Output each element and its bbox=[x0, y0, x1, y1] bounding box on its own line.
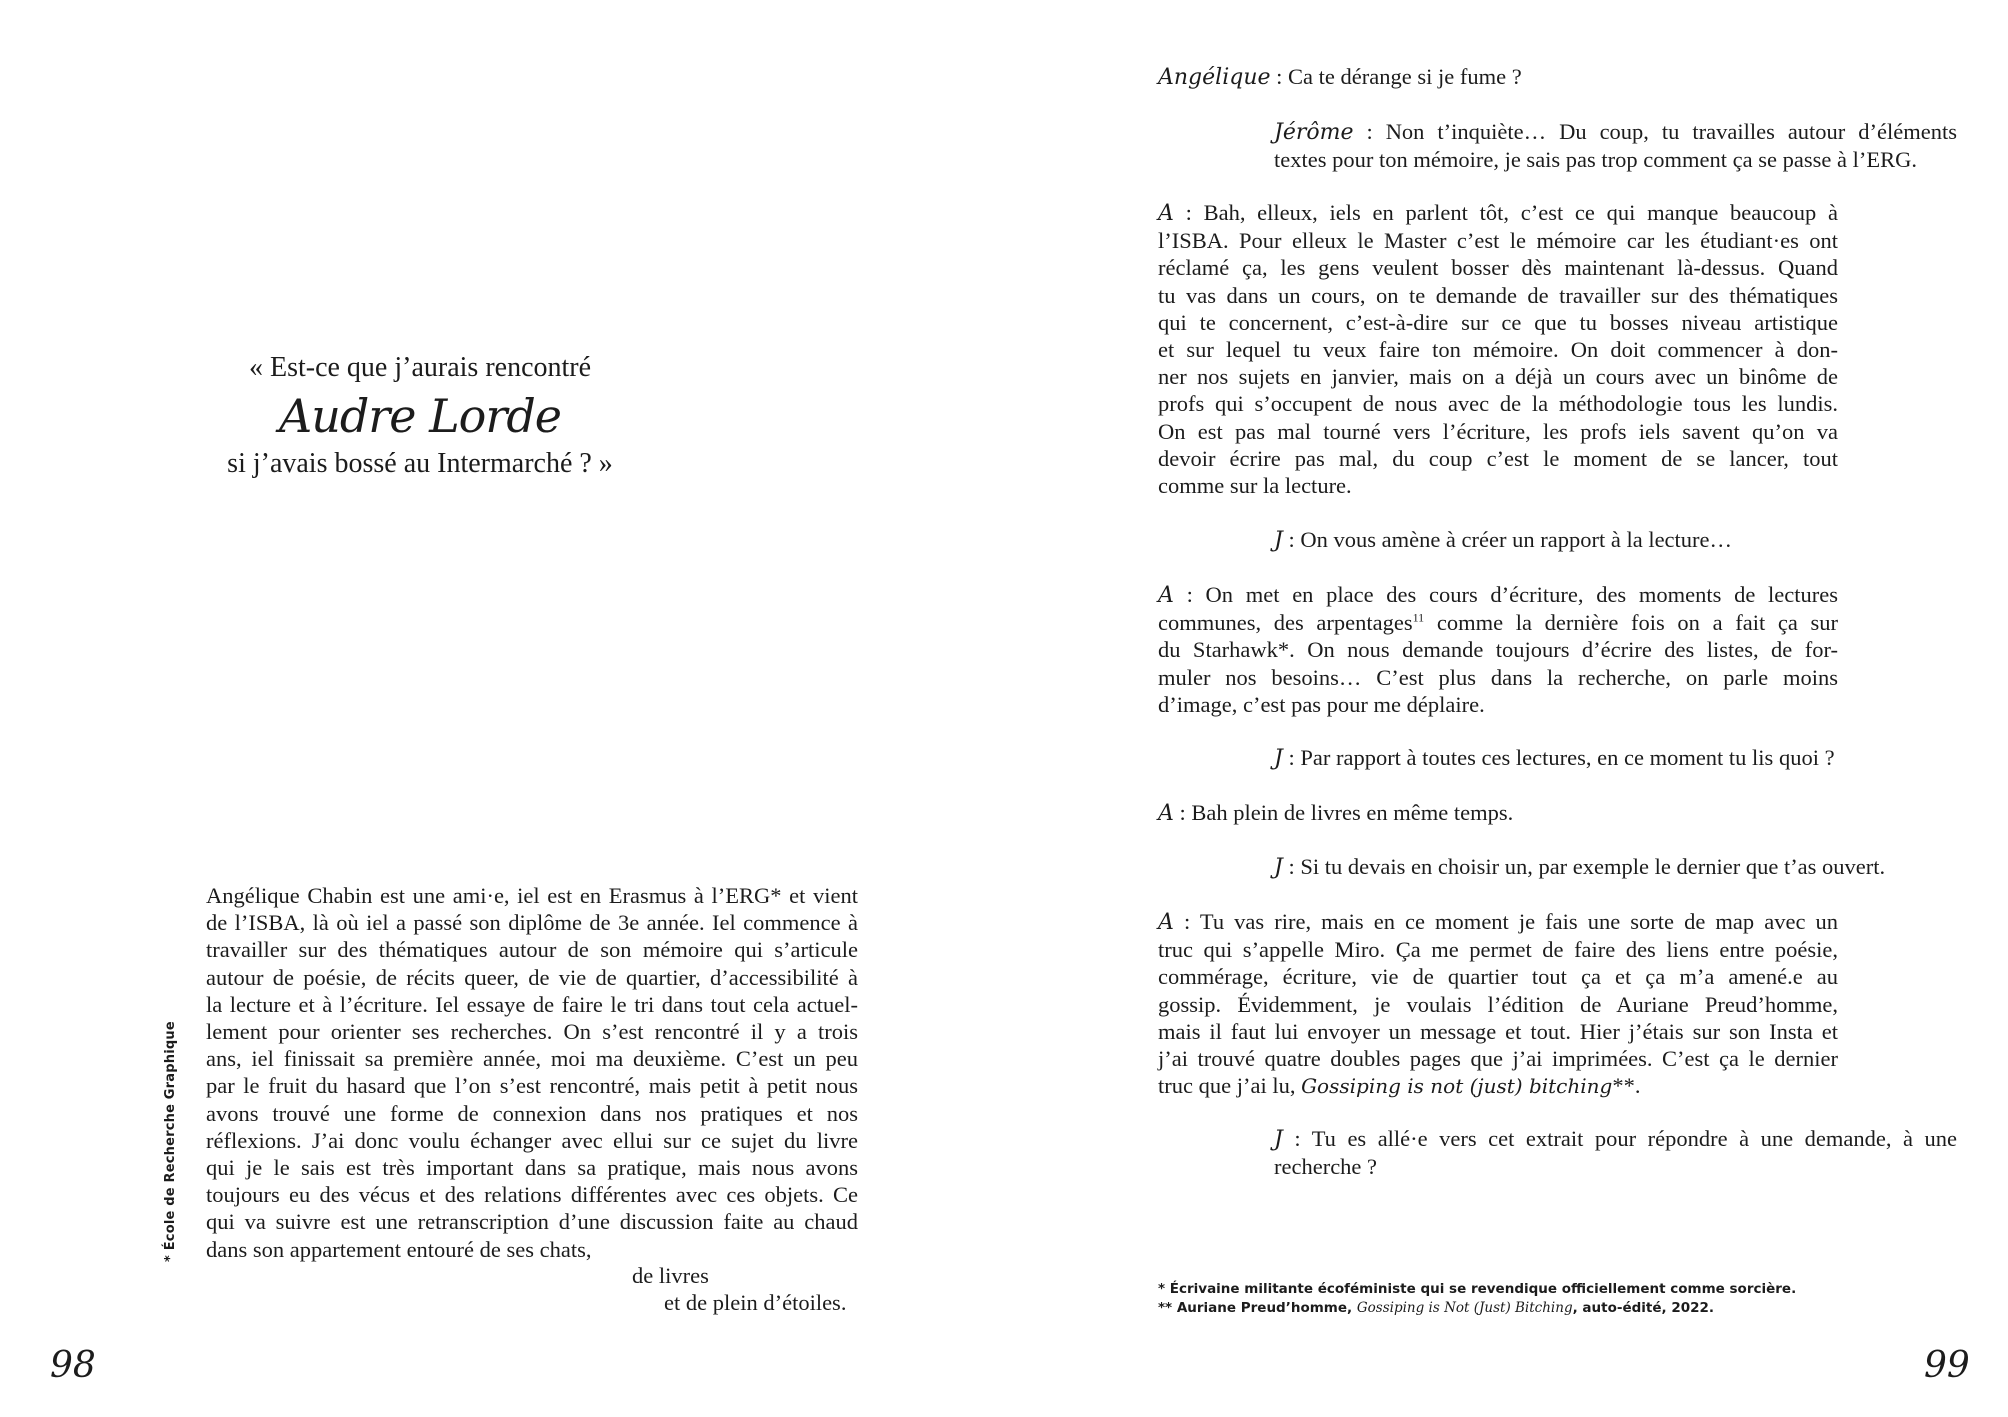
turn-text: gossip. Évidemment, je voulais l’édition de Auriane Preud’homme, bbox=[1158, 991, 1838, 1017]
dialogue-turn-j bbox=[1274, 1125, 1957, 1180]
turn-text: On vous amène à créer un rapport à la lecture… bbox=[1300, 527, 1733, 552]
turn-text: j’ai trouvé quatre doubles pages que j’ai imprimées. C’est ça le dernier bbox=[1158, 1046, 1838, 1072]
speaker-initial: A bbox=[1158, 801, 1174, 826]
turn-text: Non t’inquiète… Du coup, tu travailles autour d’éléments bbox=[1385, 119, 1957, 144]
speaker-initial: A bbox=[1158, 910, 1174, 935]
dialogue-turn-angelique bbox=[1158, 63, 1838, 91]
intro-line: Angélique Chabin est une ami·e, iel est en Erasmus à l’ERG* et vient bbox=[206, 883, 858, 908]
turn-text: profs qui s’occupent de nous avec de la méthodologie tous les lundis. bbox=[1158, 391, 1838, 417]
speaker-separator: : bbox=[1282, 1126, 1312, 1151]
turn-text: Tu vas rire, mais en ce moment je fais une sorte de map avec un bbox=[1199, 909, 1838, 934]
speaker-initial: J bbox=[1274, 528, 1283, 553]
dialogue-turn-j bbox=[1274, 853, 1957, 881]
turn-text: Bah, elleux, iels en parlent tôt, c’est ce qui manque beaucoup à bbox=[1203, 200, 1838, 225]
speaker-separator: : bbox=[1282, 745, 1301, 770]
quote-line-3: si j’avais bossé au Intermarché ? » bbox=[227, 448, 613, 479]
turn-text: mais il faut lui envoyer un message et tout. Hier j’étais sur son Insta et bbox=[1158, 1018, 1838, 1044]
intro-line: lement pour orienter ses recherches. On s’est rencontré il y a trois bbox=[206, 1019, 858, 1045]
speaker-initial: J bbox=[1274, 746, 1283, 771]
turn-text: ner nos sujets en janvier, mais on a déjà un cours avec un binôme de bbox=[1158, 364, 1838, 390]
intro-line: la lecture et à l’écriture. Iel essaye de faire le tri dans tout cela actuel- bbox=[206, 991, 858, 1017]
intro-line: avons trouvé une forme de connexion dans nos pratiques et nos bbox=[206, 1100, 858, 1126]
turn-text: Si tu devais en choisir un, par exemple le dernier que t’as ouvert. bbox=[1300, 854, 1886, 879]
turn-text: recherche ? bbox=[1274, 1154, 1378, 1180]
intro-line: dans son appartement entouré de ses chats, bbox=[206, 1236, 592, 1262]
turn-text: et sur lequel tu veux faire ton mémoire. On doit commencer à don- bbox=[1158, 337, 1838, 363]
footnote-starhawk: * Écrivaine militante écoféministe qui se revendique officiellement comme sorcière. bbox=[1158, 1281, 1797, 1297]
footnote-ref: 11 bbox=[1412, 610, 1425, 625]
pull-quote bbox=[200, 350, 640, 482]
footnotes bbox=[1158, 1280, 1796, 1318]
footnote-book-title: Gossiping is Not (Just) Bitching bbox=[1356, 1300, 1573, 1316]
dialogue-turn-a bbox=[1158, 199, 1838, 499]
turn-text: commérage, écriture, vie de quartier tout ça et ça m’a amené.e au bbox=[1158, 964, 1838, 990]
speaker-separator: : bbox=[1270, 64, 1289, 89]
dialogue-turn-a bbox=[1158, 581, 1838, 718]
turn-text: Tu es allé·e vers cet extrait pour répondre à une demande, à une bbox=[1311, 1126, 1957, 1151]
turn-text: On est pas mal tourné vers l’écriture, les profs iels savent qu’on va bbox=[1158, 418, 1838, 444]
footnote-text: ** Auriane Preud’homme, bbox=[1158, 1300, 1353, 1316]
sidenote-erg: * École de Recherche Graphique bbox=[163, 1021, 178, 1262]
intro-line: qui je le sais est très important dans sa pratique, mais nous avons bbox=[206, 1155, 858, 1181]
intro-line: autour de poésie, de récits queer, de vie de quartier, d’accessibilité à bbox=[206, 964, 858, 990]
intro-line: de l’ISBA, là où iel a passé son diplôme de 3e année. Iel commence à bbox=[206, 910, 858, 936]
turn-text: comme la dernière fois on a fait ça sur bbox=[1424, 610, 1838, 636]
turn-text: qui te concernent, c’est-à-dire sur ce que tu bosses niveau artistique bbox=[1158, 309, 1838, 335]
dialogue-turn-j bbox=[1274, 744, 1957, 772]
turn-text: devoir écrire pas mal, du coup c’est le moment de se lancer, tout bbox=[1158, 445, 1838, 471]
speaker-separator: : bbox=[1353, 119, 1386, 144]
quote-line-1: « Est-ce que j’aurais rencontré bbox=[248, 352, 592, 383]
turn-text: du Starhawk*. On nous demande toujours d’écrire des listes, de for- bbox=[1158, 637, 1838, 663]
speaker-initial: J bbox=[1274, 1127, 1283, 1152]
speaker-separator: : bbox=[1173, 200, 1204, 225]
speaker-separator: : bbox=[1173, 800, 1192, 825]
dialogue-turn-j bbox=[1274, 526, 1957, 554]
intro-tail-line: et de plein d’étoiles. bbox=[664, 1290, 847, 1315]
speaker-name: Angélique bbox=[1158, 65, 1271, 90]
turn-text: tu vas dans un cours, on te demande de travailler sur des thématiques bbox=[1158, 282, 1838, 308]
intro-line: toujours eu des vécus et des relations différentes avec ces objets. Ce bbox=[206, 1182, 858, 1208]
intro-tail-line: de livres bbox=[632, 1263, 709, 1288]
turn-text: textes pour ton mémoire, je sais pas trop comment ça se passe à l’ERG. bbox=[1274, 147, 1917, 173]
speaker-initial: A bbox=[1158, 583, 1174, 608]
turn-text: réclamé ça, les gens veulent bosser dès maintenant là-dessus. Quand bbox=[1158, 255, 1838, 281]
speaker-initial: J bbox=[1274, 855, 1283, 880]
turn-text: comme sur la lecture. bbox=[1158, 473, 1352, 499]
quote-author-name: Audre Lorde bbox=[278, 389, 562, 443]
book-title: Gossiping is not (just) bitching bbox=[1301, 1074, 1613, 1099]
turn-text: On met en place des cours d’écriture, des moments de lectures bbox=[1205, 582, 1838, 607]
page-number-right: 99 bbox=[1924, 1345, 1970, 1386]
intro-line: ans, iel finissait sa première année, moi ma deuxième. C’est un peu bbox=[206, 1046, 858, 1072]
turn-text: truc que j’ai lu, bbox=[1158, 1073, 1296, 1099]
speaker-separator: : bbox=[1282, 527, 1301, 552]
turn-text: muler nos besoins… C’est plus dans la recherche, on parle moins bbox=[1158, 664, 1838, 690]
intro-line: réflexions. J’ai donc voulu échanger avec ellui sur ce sujet du livre bbox=[206, 1127, 858, 1153]
dialogue-turn-a bbox=[1158, 908, 1838, 1100]
intro-line: qui va suivre est une retranscription d’une discussion faite au chaud bbox=[206, 1209, 858, 1235]
speaker-separator: : bbox=[1282, 854, 1301, 879]
turn-text: Ca te dérange si je fume ? bbox=[1288, 64, 1522, 89]
intro-paragraph bbox=[206, 882, 858, 1263]
turn-text: communes, des arpentages bbox=[1158, 610, 1413, 636]
intro-line: travailler sur des thématiques autour de son mémoire qui s’articule bbox=[206, 937, 858, 963]
speaker-initial: A bbox=[1158, 201, 1174, 226]
speaker-separator: : bbox=[1173, 582, 1206, 607]
turn-text: truc qui s’appelle Miro. Ça me permet de faire des liens entre poésie, bbox=[1158, 937, 1838, 963]
turn-text: d’image, c’est pas pour me déplaire. bbox=[1158, 691, 1485, 717]
dialogue-turn-jerome bbox=[1274, 118, 1957, 173]
intro-line: par le fruit du hasard que l’on s’est rencontré, mais petit à petit nous bbox=[206, 1073, 858, 1099]
speaker-separator: : bbox=[1173, 909, 1200, 934]
dialogue-turn-a bbox=[1158, 799, 1838, 827]
turn-text: Bah plein de livres en même temps. bbox=[1191, 800, 1514, 825]
page-number-left: 98 bbox=[50, 1345, 96, 1386]
turn-text: **. bbox=[1612, 1073, 1641, 1099]
footnote-preudhomme bbox=[1158, 1299, 1796, 1318]
turn-text: l’ISBA. Pour elleux le Master c’est le mémoire car les étudiant·es ont bbox=[1158, 228, 1838, 254]
turn-text: Par rapport à toutes ces lectures, en ce moment tu lis quoi ? bbox=[1300, 745, 1835, 770]
speaker-name: Jérôme bbox=[1274, 120, 1354, 145]
footnote-text: , auto-édité, 2022. bbox=[1572, 1300, 1715, 1316]
